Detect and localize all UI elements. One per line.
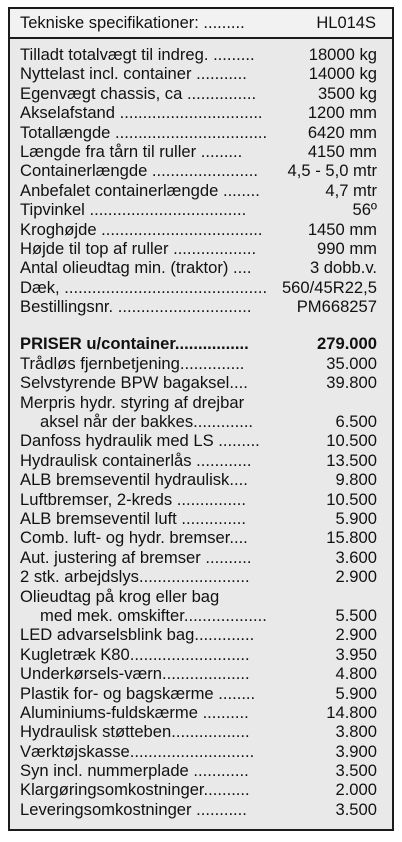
spec-row-value: 56º <box>352 200 377 220</box>
price-row-label: Plastik for- og bagskærme ........ <box>20 683 256 703</box>
spec-row-value: 1200 mm <box>307 103 377 123</box>
spec-row <box>20 64 377 83</box>
price-total-row-value: 279.000 <box>317 334 377 354</box>
price-row-value: 3.500 <box>335 799 377 819</box>
price-row-label: Hydraulisk containerlås ............ <box>20 450 252 470</box>
price-row-value: 13.500 <box>326 450 377 470</box>
spec-card <box>8 7 394 831</box>
spec-row <box>20 84 377 103</box>
price-row-label: Værktøjskasse........................... <box>20 741 255 761</box>
price-row-value: 4.800 <box>335 664 377 684</box>
price-row-value: 3.800 <box>335 722 377 742</box>
spec-row <box>20 297 377 316</box>
spec-header <box>10 9 392 39</box>
price-row <box>20 625 377 644</box>
price-row-label: Olieudtag på krog eller bag <box>20 586 220 606</box>
spec-row-value: 4150 mm <box>307 141 377 161</box>
spec-row <box>20 239 377 258</box>
price-total-row <box>20 334 377 353</box>
spec-row-label: Nyttelast incl. container ........... <box>20 64 247 84</box>
price-row-value: 2.900 <box>335 625 377 645</box>
spec-row-label: Bestillingsnr. ............................. <box>20 297 252 317</box>
price-row <box>20 373 377 392</box>
price-row-label: Aut. justering af bremser .......... <box>20 547 252 567</box>
price-row-label: med mek. omskifter.................. <box>40 605 267 625</box>
spec-row-value: 990 mm <box>317 238 377 258</box>
section-spacer <box>20 316 377 334</box>
spec-row-value: 6420 mm <box>307 122 377 142</box>
price-row <box>20 509 377 528</box>
price-row-value: 3.900 <box>335 741 377 761</box>
price-row-value: 3.950 <box>335 644 377 664</box>
price-row-label: Comb. luft- og hydr. bremser.... <box>20 528 248 548</box>
price-row-label: Underkørsels-værn................... <box>20 664 250 684</box>
price-row-label: Hydraulisk støtteben................. <box>20 722 250 742</box>
spec-row-label: Antal olieudtag min. (traktor) .... <box>20 258 252 278</box>
price-row <box>20 587 377 606</box>
price-row <box>20 664 377 683</box>
spec-row <box>20 142 377 161</box>
price-row-label: Kugletræk K80.......................... <box>20 644 250 664</box>
price-row-value: 5.900 <box>335 508 377 528</box>
price-row <box>20 412 377 431</box>
price-row-label: LED advarselsblink bag............. <box>20 625 255 645</box>
spec-row <box>20 161 377 180</box>
price-row-label: ALB bremseventil hydraulisk.... <box>20 470 248 490</box>
price-row-label: Merpris hydr. styring af drejbar <box>20 392 245 412</box>
spec-row-value: 4,5 - 5,0 mtr <box>287 161 377 181</box>
price-row-value: 9.800 <box>335 470 377 490</box>
price-row-value: 2.000 <box>335 780 377 800</box>
price-row-label: Selvstyrende BPW bagaksel.... <box>20 373 248 393</box>
price-row-label: Luftbremser, 2-kreds ............... <box>20 489 246 509</box>
spec-row <box>20 103 377 122</box>
price-row-value: 15.800 <box>326 528 377 548</box>
spec-row <box>20 181 377 200</box>
price-row <box>20 722 377 741</box>
price-row-value: 3.500 <box>335 761 377 781</box>
price-row <box>20 431 377 450</box>
spec-row-label: Dæk, ............................................ <box>20 277 268 297</box>
spec-row-label: Tilladt totalvægt til indreg. ......... <box>20 45 255 64</box>
price-row <box>20 800 377 819</box>
price-row-label: Leveringsomkostninger ........... <box>20 799 247 819</box>
spec-row-value: 3500 kg <box>317 83 377 103</box>
price-row <box>20 490 377 509</box>
price-row <box>20 780 377 799</box>
spec-row-value: 560/45R22,5 <box>281 277 377 297</box>
spec-row-value: 1450 mm <box>307 219 377 239</box>
spec-row <box>20 45 377 64</box>
price-row-label: Syn incl. nummerplade ............ <box>20 761 249 781</box>
spec-row-label: Højde til top af ruller .................. <box>20 238 257 258</box>
price-row <box>20 684 377 703</box>
price-row <box>20 548 377 567</box>
price-row-value: 5.500 <box>335 605 377 625</box>
spec-row <box>20 278 377 297</box>
price-row-value: 35.000 <box>326 353 377 373</box>
price-row <box>20 393 377 412</box>
price-row <box>20 567 377 586</box>
price-row-label: 2 stk. arbejdslys........................ <box>20 567 250 587</box>
spec-row-label: Anbefalet containerlængde ........ <box>20 180 260 200</box>
spec-title: Tekniske specifikationer: ......... <box>20 14 245 32</box>
price-row <box>20 606 377 625</box>
price-row-label: aksel når der bakkes............. <box>40 412 254 432</box>
price-row <box>20 354 377 373</box>
spec-row <box>20 258 377 277</box>
spec-list <box>20 45 377 819</box>
spec-row-value: PM668257 <box>296 297 377 317</box>
model-code: HL014S <box>316 14 376 32</box>
spec-row-label: Kroghøjde ................................... <box>20 219 263 239</box>
price-row-value: 10.500 <box>326 489 377 509</box>
price-row <box>20 761 377 780</box>
price-row <box>20 451 377 470</box>
price-row-value: 2.900 <box>335 567 377 587</box>
spec-row <box>20 123 377 142</box>
spec-row <box>20 220 377 239</box>
price-row-value: 14.800 <box>326 702 377 722</box>
price-row <box>20 703 377 722</box>
price-row-value: 5.900 <box>335 683 377 703</box>
price-row <box>20 470 377 489</box>
price-row-label: Klargøringsomkostninger.......... <box>20 780 250 800</box>
spec-row-label: Egenvægt chassis, ca ............... <box>20 83 257 103</box>
price-row-label: Trådløs fjernbetjening.............. <box>20 353 245 373</box>
price-row-label: Aluminiums-fuldskærme .......... <box>20 702 249 722</box>
spec-row-value: 14000 kg <box>308 64 377 84</box>
price-row-value: 10.500 <box>326 431 377 451</box>
price-row-value: 39.800 <box>326 373 377 393</box>
spec-row-value: 3 dobb.v. <box>309 258 377 278</box>
spec-row <box>20 200 377 219</box>
spec-row-label: Længde fra tårn til ruller ......... <box>20 141 243 161</box>
price-row-value: 6.500 <box>335 412 377 432</box>
price-row-label: Danfoss hydraulik med LS ......... <box>20 431 260 451</box>
price-row <box>20 645 377 664</box>
price-row-label: ALB bremseventil luft .............. <box>20 508 246 528</box>
spec-row-value: 18000 kg <box>308 45 377 64</box>
spec-row-label: Tipvinkel .................................. <box>20 200 247 220</box>
price-row <box>20 528 377 547</box>
price-row <box>20 742 377 761</box>
spec-row-value: 4,7 mtr <box>325 180 377 200</box>
price-total-row-label: PRISER u/container................ <box>20 334 249 354</box>
price-row-value: 3.600 <box>335 547 377 567</box>
spec-row-label: Totallængde ................................. <box>20 122 268 142</box>
spec-row-label: Containerlængde ....................... <box>20 161 258 181</box>
spec-row-label: Akselafstand ............................... <box>20 103 263 123</box>
